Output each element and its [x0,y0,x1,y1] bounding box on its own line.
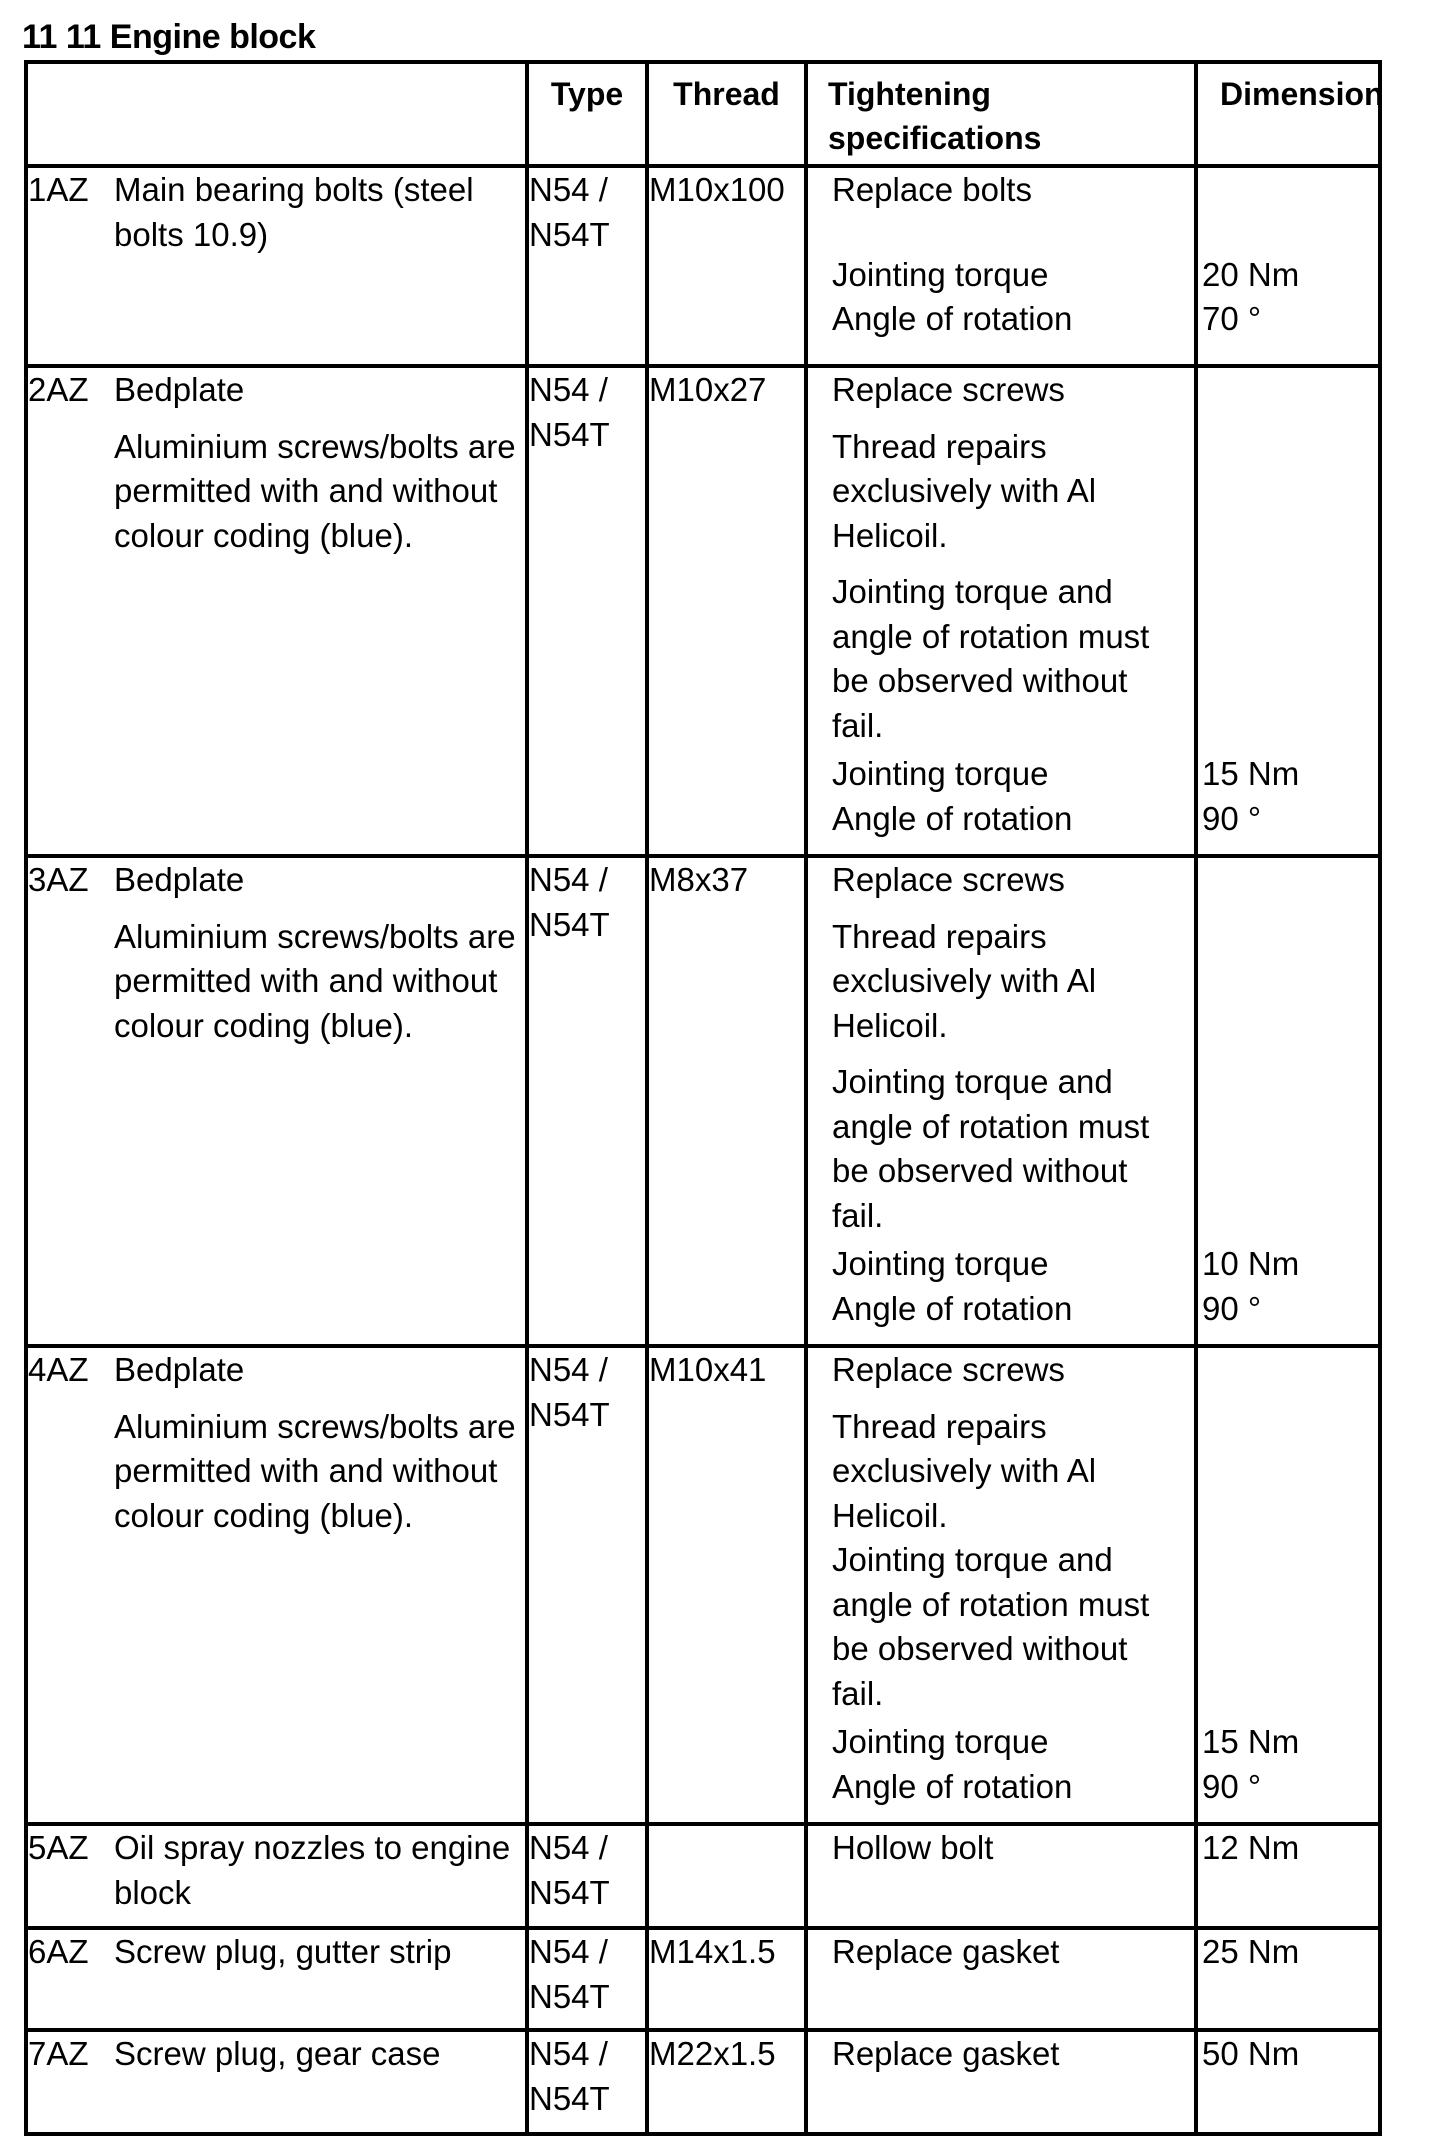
header-thread: Thread [647,62,806,166]
tightening-spec-cell [806,1346,1196,1824]
component-note: Aluminium screws/bolts are permitted with and without colour coding (blue). [114,427,516,554]
position-code: 4AZ [28,1351,89,1388]
component-cell [26,1824,527,1928]
table-row [26,1346,1380,1824]
torque-spec-table [24,60,1382,2136]
page-title: 11 11 Engine block [22,18,316,56]
header-row [26,62,1380,166]
position-code: 3AZ [28,861,89,898]
tightening-spec-cell [806,1928,1196,2030]
spec-entry: Jointing torque and angle of rotation must be observed without fail. [832,1541,1150,1712]
component-cell [26,856,527,1346]
dimension-value [1198,168,1378,213]
dimension-value: 70 ° [1202,300,1262,337]
spec-entry: Replace screws [832,861,1065,898]
tightening-spec-cell [806,856,1196,1346]
spec-entry: Jointing torque and angle of rotation must be observed without fail. [832,1063,1150,1234]
table-body [26,166,1380,2134]
component-cell [26,1928,527,2030]
header-blank [26,62,527,166]
dimension-cell [1196,166,1380,366]
dimension-value [1198,1060,1378,1238]
dimension-cell [1196,366,1380,856]
dimension-value: 10 Nm [1202,1245,1300,1282]
position-code: 6AZ [28,1933,89,1970]
position-code: 2AZ [28,371,89,408]
spec-entry: Replace gasket [832,1933,1060,1970]
position-code: 1AZ [28,171,89,208]
tightening-spec-cell [806,366,1196,856]
tightening-spec-cell [806,1824,1196,1928]
component-name: Screw plug, gutter strip [114,1933,452,1970]
dimension-value: 25 Nm [1202,1933,1300,1970]
dimension-cell [1196,856,1380,1346]
dimension-value [1198,368,1378,413]
dimension-value: 90 ° [1202,1289,1262,1327]
spec-entry: Hollow bolt [832,1829,994,1866]
thread-cell: M22x1.5 [647,2030,806,2134]
spec-entry: Thread repairs exclusively with Al Helicoil. [832,917,1097,1044]
table-row [26,856,1380,1346]
engine-type-cell: N54 / N54T [527,856,647,1346]
thread-cell [647,1824,806,1928]
component-name: Bedplate [114,1351,245,1388]
component-name: Oil spray nozzles to engine block [114,1829,511,1911]
dimension-value [1198,570,1378,748]
dimension-value [1198,1538,1378,1716]
thread-cell: M10x41 [647,1346,806,1824]
table-row [26,2030,1380,2134]
tightening-spec-cell [806,166,1196,366]
spec-entry: Replace screws [832,1351,1065,1388]
spec-entry: Angle of rotation [832,799,1073,837]
spec-entry: Replace bolts [832,171,1032,208]
position-code: 5AZ [28,1829,89,1866]
header-tightening: Tightening specifications [806,62,1196,166]
tightening-spec-cell [806,2030,1196,2134]
header-dimension: Dimension [1196,62,1380,166]
dimension-value [1198,1348,1378,1393]
engine-type-cell: N54 / N54T [527,166,647,366]
engine-type-cell: N54 / N54T [527,366,647,856]
spec-entry: Jointing torque [832,1723,1049,1760]
spec-entry: Angle of rotation [832,300,1073,337]
engine-type-cell: N54 / N54T [527,1346,647,1824]
spec-entry: Angle of rotation [832,1289,1073,1327]
table-row [26,166,1380,366]
thread-cell: M10x27 [647,366,806,856]
thread-cell: M10x100 [647,166,806,366]
table-row [26,1928,1380,2030]
dimension-value: 12 Nm [1202,1829,1300,1866]
component-cell [26,2030,527,2134]
spec-entry: Replace gasket [832,2035,1060,2072]
dimension-cell [1196,1824,1380,1928]
table-row [26,1824,1380,1928]
component-name: Screw plug, gear case [114,2035,441,2072]
spec-entry: Jointing torque [832,255,1049,293]
component-cell [26,1346,527,1824]
component-name: Main bearing bolts (steel bolts 10.9) [114,171,474,253]
spec-entry: Angle of rotation [832,1767,1073,1805]
dimension-value [1198,858,1378,903]
engine-type-cell: N54 / N54T [527,1824,647,1928]
table-row [26,366,1380,856]
spec-entry: Jointing torque [832,755,1049,792]
component-name: Bedplate [114,861,245,898]
thread-cell: M8x37 [647,856,806,1346]
dimension-cell [1196,1928,1380,2030]
dimension-value [1198,1405,1378,1539]
dimension-cell [1196,1346,1380,1824]
engine-type-cell: N54 / N54T [527,1928,647,2030]
component-note: Aluminium screws/bolts are permitted with and without colour coding (blue). [114,1407,516,1534]
spec-entry: Replace screws [832,371,1065,408]
dimension-value: 50 Nm [1202,2035,1300,2072]
component-cell [26,166,527,366]
dimension-cell [1196,2030,1380,2134]
dimension-value: 15 Nm [1202,755,1300,792]
header-type: Type [527,62,647,166]
dimension-value [1198,915,1378,1049]
spec-entry: Thread repairs exclusively with Al Helicoil. [832,427,1097,554]
thread-cell: M14x1.5 [647,1928,806,2030]
dimension-value: 15 Nm [1202,1723,1300,1760]
position-code: 7AZ [28,2035,89,2072]
dimension-value [1198,425,1378,559]
component-note: Aluminium screws/bolts are permitted with and without colour coding (blue). [114,917,516,1044]
spec-entry: Thread repairs exclusively with Al Helicoil. [832,1407,1097,1534]
engine-type-cell: N54 / N54T [527,2030,647,2134]
component-name: Bedplate [114,371,245,408]
component-cell [26,366,527,856]
dimension-value: 90 ° [1202,1767,1262,1805]
dimension-value: 90 ° [1202,799,1262,837]
dimension-value: 20 Nm [1202,255,1300,293]
spec-entry: Jointing torque [832,1245,1049,1282]
spec-entry: Jointing torque and angle of rotation must be observed without fail. [832,573,1150,744]
